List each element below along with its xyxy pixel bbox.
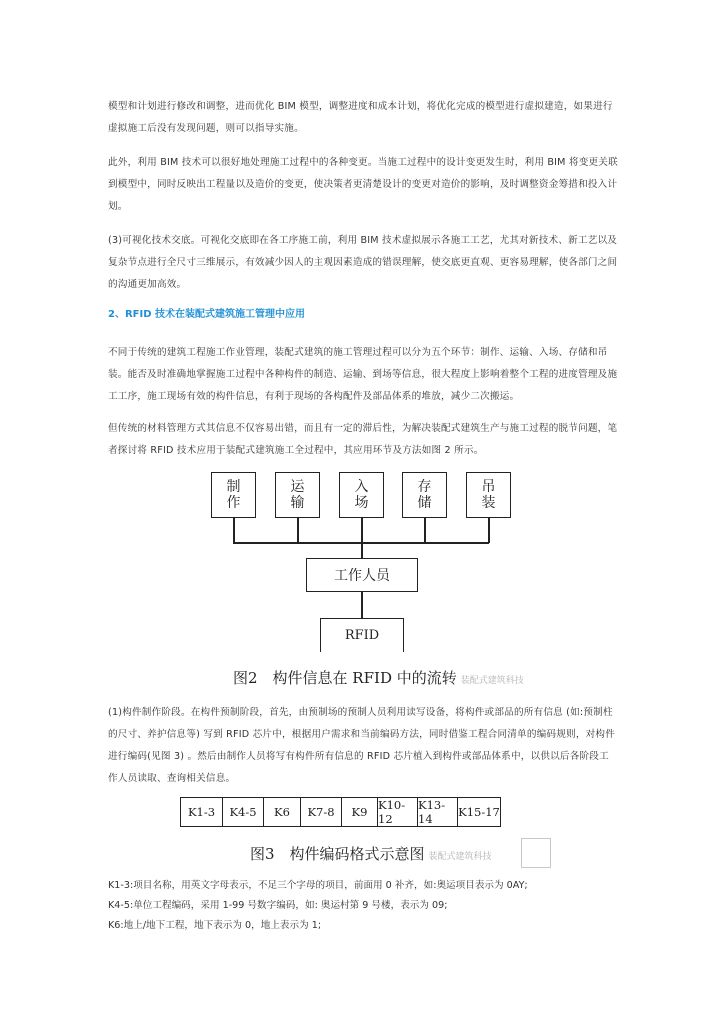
- code-cell: K10-12: [378, 798, 418, 826]
- stage-label: 入场: [354, 479, 369, 511]
- code-cell: K13-14: [418, 798, 458, 826]
- code-cell: K1-3: [181, 798, 223, 826]
- definition-k1-3: K1-3:项目名称，用英文字母表示，不足三个字母的项目，前面用 0 补齐，如:奥运项目表示为 0AY;: [108, 880, 528, 891]
- figure-3-caption: [250, 843, 492, 864]
- figure-2-caption-text: 图2 构件信息在 RFID 中的流转: [233, 669, 457, 687]
- connector-line: [488, 518, 490, 543]
- connector-line: [424, 518, 426, 543]
- worker-box: 工作人员: [306, 558, 418, 592]
- stage-box-storage: [402, 472, 447, 518]
- figure-2-caption: [233, 667, 524, 688]
- figure-3-code-table: [180, 797, 501, 827]
- paragraph-bim-changes: 此外，利用 BIM 技术可以很好地处理施工过程中的各种变更。当施工过程中的设计变更发生时，利用 BIM 将变更关联到模型中，同时反映出工程量以及造价的变更，使决策者更清楚设计的变更对造价的影响，及时调整资金筹措和投入计划。: [108, 157, 618, 212]
- definition-k6: K6:地上/地下工程，地下表示为 0，地上表示为 1;: [108, 920, 322, 931]
- stage-label: 制作: [226, 479, 241, 511]
- rfid-box: RFID: [320, 618, 404, 652]
- code-cell: K7-8: [301, 798, 342, 826]
- qr-code-placeholder: [521, 838, 551, 868]
- paragraph-visual-briefing: (3)可视化技术交底。可视化交底即在各工序施工前，利用 BIM 技术虚拟展示各施工工艺，尤其对新技术、新工艺以及复杂节点进行全尺寸三维展示，有效减少因人的主观因素造成的错误理解，使交底更直观、更容易理解，使各部门之间的沟通更加高效。: [108, 235, 618, 290]
- stage-box-entry: [339, 472, 384, 518]
- paragraph-rfid-intro: 但传统的材料管理方式其信息不仅容易出错，而且有一定的滞后性，为解决装配式建筑生产与施工过程的脱节问题，笔者探讨将 RFID 技术应用于装配式建筑施工全过程中，其应用环节及方法如图 2 所示。: [108, 423, 618, 456]
- stage-label: 运输: [290, 479, 305, 511]
- code-cell: K9: [342, 798, 378, 826]
- watermark-text: 装配式建筑科技: [460, 676, 524, 686]
- code-cell: K4-5: [223, 798, 264, 826]
- stage-box-manufacture: [211, 472, 256, 518]
- connector-line: [361, 542, 363, 559]
- watermark-text: 装配式建筑科技: [428, 852, 492, 862]
- stage-label: 吊装: [481, 479, 496, 511]
- code-cell: K6: [264, 798, 301, 826]
- paragraph-bim-optimization: 模型和计划进行修改和调整，进而优化 BIM 模型，调整进度和成本计划，将优化完成的模型进行虚拟建造，如果进行虚拟施工后没有发现问题，则可以指导实施。: [108, 101, 613, 134]
- stage-label: 存储: [417, 479, 432, 511]
- stage-box-hoisting: [466, 472, 511, 518]
- connector-line: [361, 518, 363, 543]
- definition-k4-5: K4-5:单位工程编码，采用 1-99 号数字编码，如: 奥运村第 9 号楼，表示为 09;: [108, 900, 448, 911]
- connector-line: [297, 518, 299, 543]
- code-cell: K15-17: [458, 805, 500, 819]
- connector-line: [361, 592, 363, 619]
- stage-box-transport: [275, 472, 320, 518]
- paragraph-manufacture-stage: (1)构件制作阶段。在构件预制阶段，首先，由预制场的预制人员利用读写设备，将构件或部品的所有信息 (如:预制柱的尺寸、养护信息等) 写到 RFID 芯片中，根据用户需求和当前编码方法，同时借鉴工程合同清单的编码规则，对构件进行编码(见图 3) 。然后由制作人员将写有构件所有信息的 RFID 芯片植入到构件或部品体系中，以供以后各阶段工作人员读取、查询相关信息。: [108, 707, 615, 784]
- section-heading-rfid: 2、RFID 技术在装配式建筑施工管理中应用: [108, 309, 305, 320]
- connector-line: [233, 518, 235, 543]
- figure-3-caption-text: 图3 构件编码格式示意图: [250, 845, 425, 863]
- paragraph-five-stages: 不同于传统的建筑工程施工作业管理，装配式建筑的施工管理过程可以分为五个环节：制作、运输、入场、存储和吊装。能否及时准确地掌握施工过程中各种构件的制造、运输、到场等信息，很大程度上影响着整个工程的进度管理及施工工序，施工现场有效的构件信息，有利于现场的各构配件及部品体系的堆放，减少二次搬运。: [108, 347, 618, 402]
